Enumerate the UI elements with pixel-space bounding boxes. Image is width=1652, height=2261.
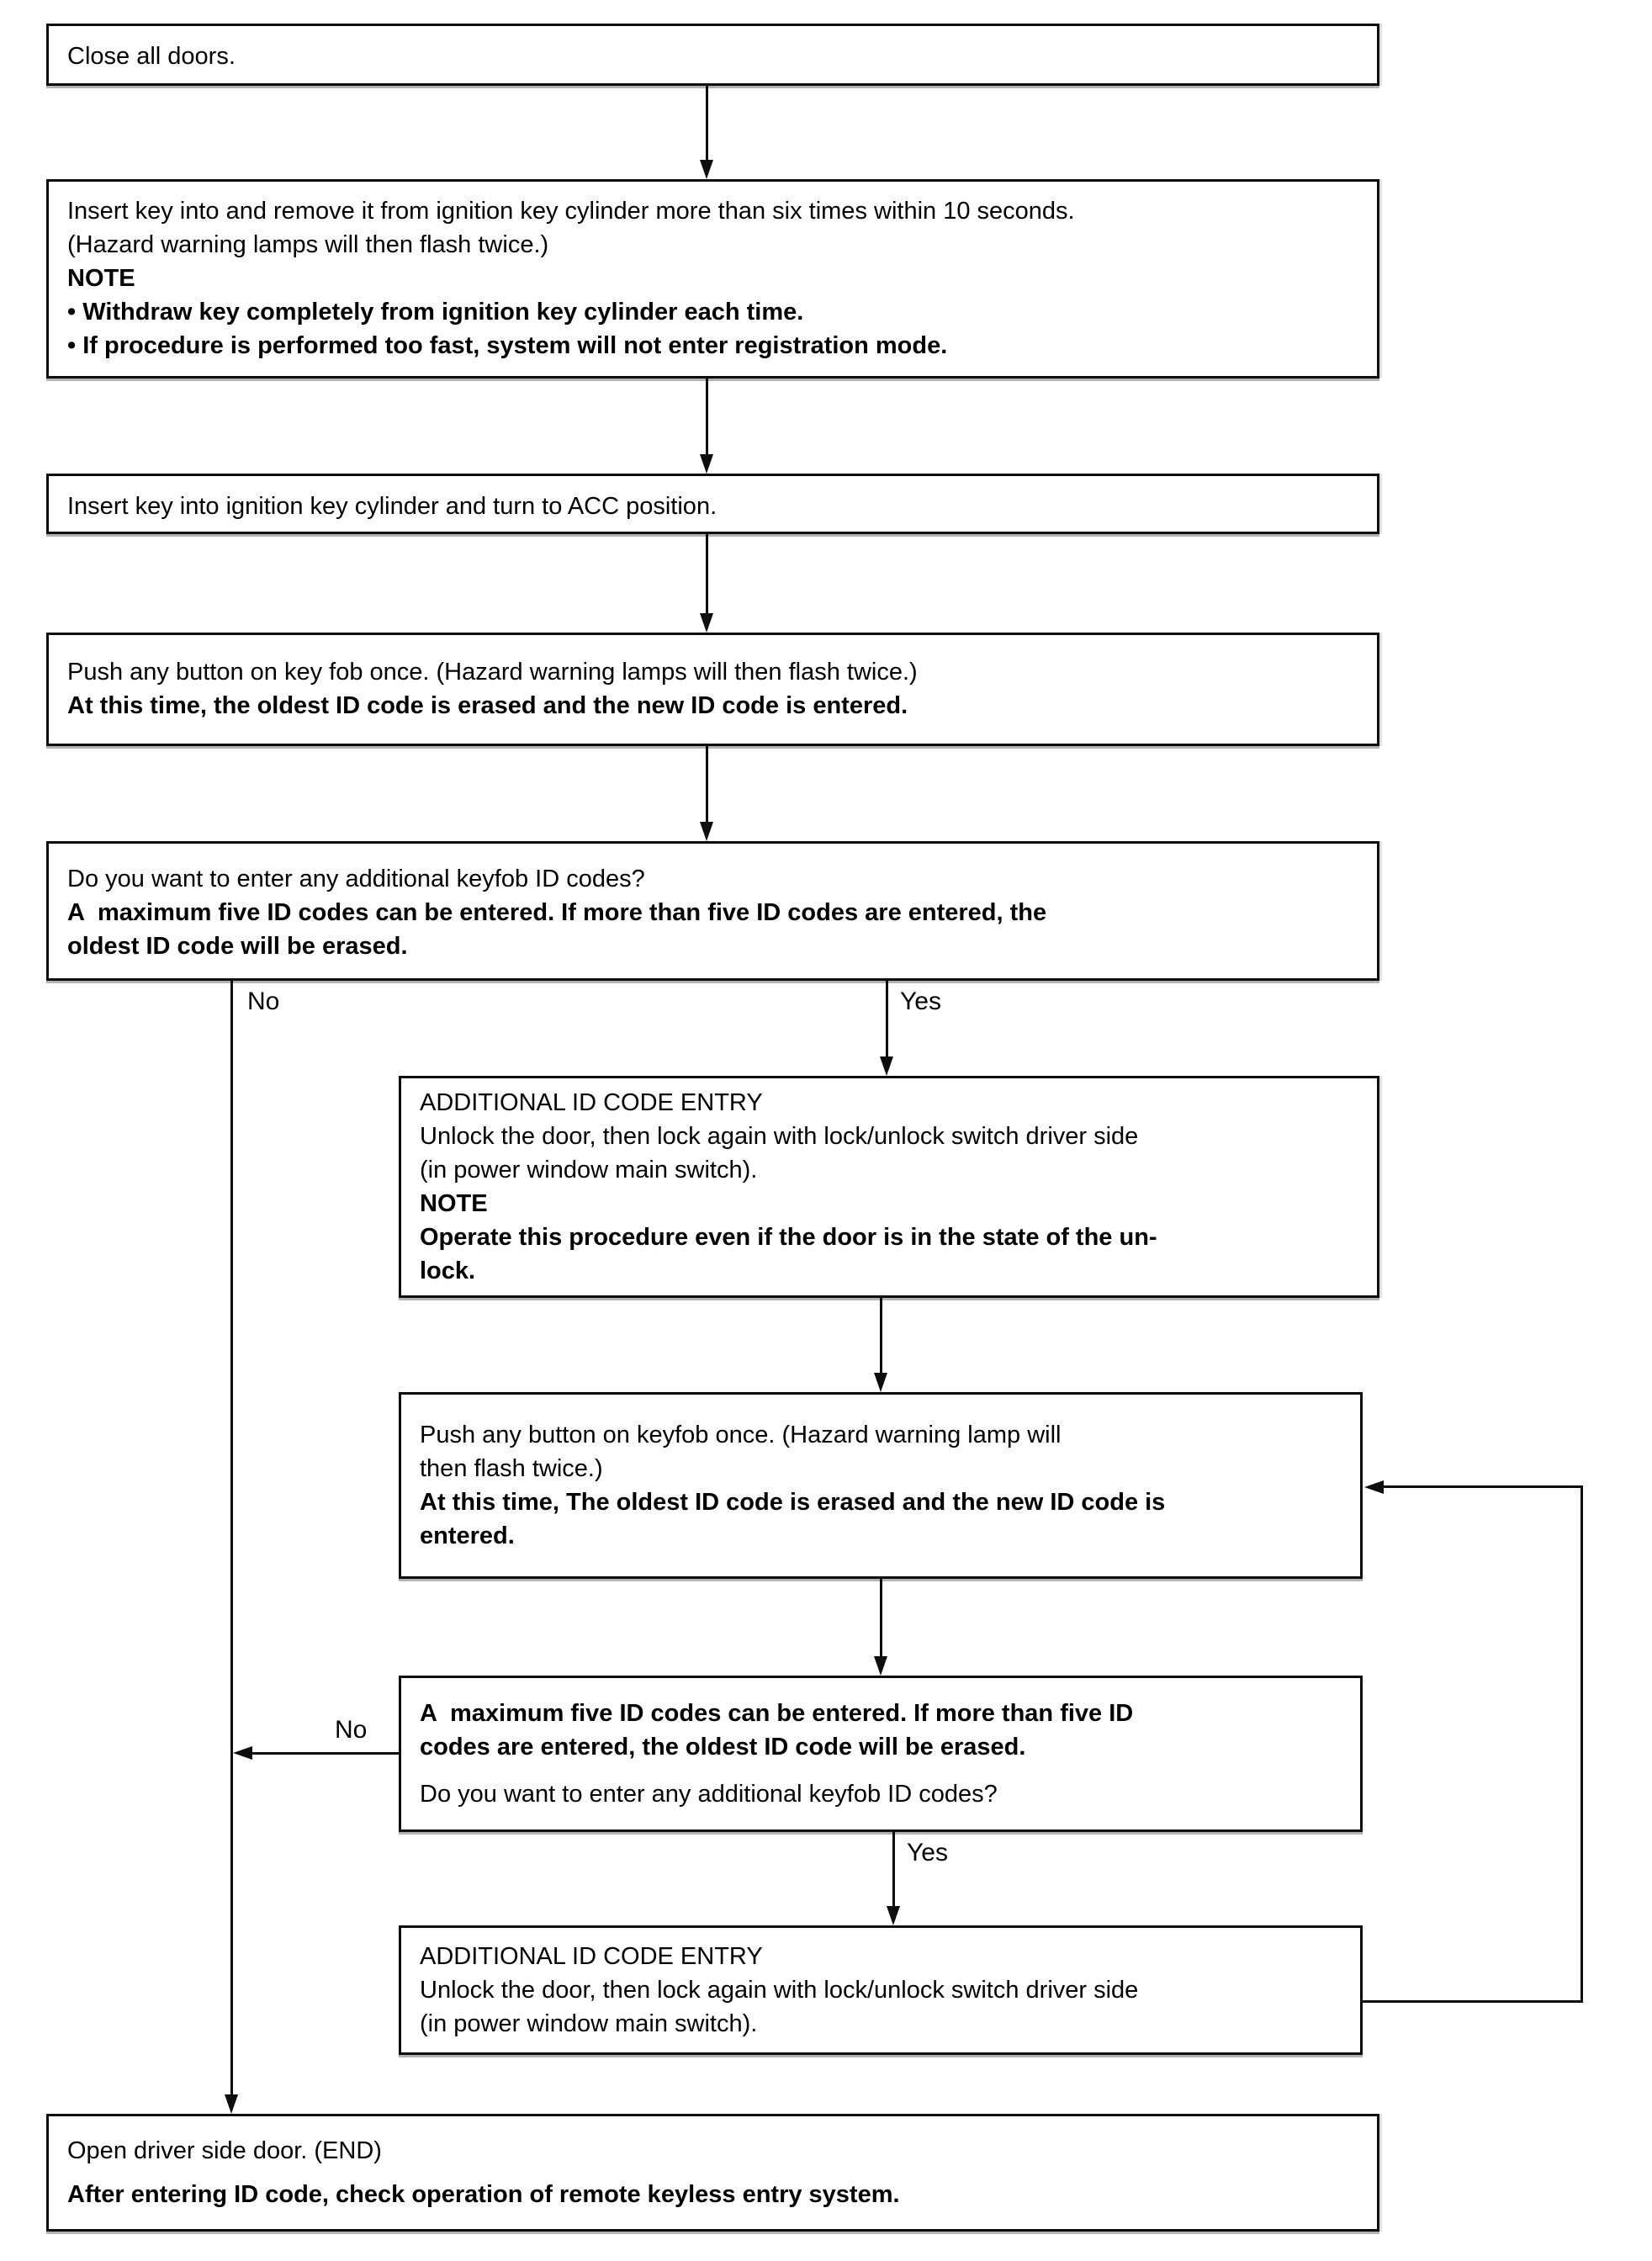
step-text: Do you want to enter any additional keyfob ID codes? [420, 1781, 998, 1808]
step-additional-codes-question [46, 841, 1379, 981]
arrowhead-down-maxcodes [874, 1656, 887, 1676]
step-text: codes are entered, the oldest ID code will be erased. [420, 1734, 1026, 1761]
arrowhead-down-step5 [700, 822, 713, 841]
note-text: lock. [420, 1258, 476, 1284]
arrowhead-down-step3 [700, 454, 713, 474]
step-text: Unlock the door, then lock again with lock/unlock switch driver side [420, 1977, 1139, 2004]
step-text: (in power window main switch). [420, 1157, 758, 1183]
note-bullet: • If procedure is performed too fast, system will not enter registration mode. [67, 332, 948, 359]
feedback-loop-top [1384, 1485, 1583, 1488]
arrowhead-down-step4 [700, 613, 713, 633]
step-open-door-end [46, 2114, 1379, 2232]
connector-step4-step5 [706, 746, 708, 822]
arrowhead-down-step2 [700, 160, 713, 179]
step-push-button-loop [399, 1392, 1363, 1579]
connector-step3-step4 [706, 534, 708, 613]
step-text: Close all doors. [67, 43, 236, 70]
feedback-loop-bottom [1363, 2000, 1583, 2003]
step-max-codes-question [399, 1676, 1363, 1832]
step-insert-remove-key [46, 179, 1379, 379]
step-text: Open driver side door. (END) [67, 2137, 382, 2164]
connector-step2-step3 [706, 379, 708, 454]
step-text: At this time, the oldest ID code is erased and the new ID code is entered. [67, 692, 908, 719]
connector-entry1-push [880, 1298, 882, 1373]
note-label: NOTE [420, 1190, 488, 1217]
connector-yes-branch [886, 981, 888, 1056]
step-text: then flash twice.) [420, 1455, 603, 1482]
connector-step1-step2 [706, 86, 708, 162]
step-close-all-doors [46, 24, 1379, 86]
step-text: (in power window main switch). [420, 2010, 758, 2037]
step-additional-id-entry-1 [399, 1076, 1379, 1298]
step-insert-key-acc [46, 474, 1379, 534]
step-text: A maximum five ID codes can be entered. If more than five ID [420, 1700, 1134, 1727]
connector-no-branch [230, 981, 233, 2094]
step-text: Do you want to enter any additional keyfob ID codes? [67, 866, 645, 892]
arrowhead-left-no-mid [233, 1746, 252, 1760]
step-text: Unlock the door, then lock again with lock/unlock switch driver side [420, 1123, 1139, 1150]
step-text: (Hazard warning lamps will then flash twice.) [67, 231, 549, 258]
arrowhead-down-end [225, 2094, 238, 2114]
step-text: Push any button on key fob once. (Hazard warning lamps will then flash twice.) [67, 659, 918, 686]
step-text: At this time, The oldest ID code is erased and the new ID code is [420, 1489, 1166, 1516]
arrowhead-down-entry2 [887, 1906, 900, 1925]
label-yes-mid: Yes [907, 1839, 948, 1867]
connector-yes-mid [892, 1832, 895, 1906]
step-additional-id-entry-2 [399, 1925, 1363, 2055]
step-push-button-keyfob [46, 633, 1379, 746]
connector-push-maxcodes [880, 1579, 882, 1656]
step-text: Insert key into and remove it from ignition key cylinder more than six times within 10 seconds. [67, 198, 1075, 225]
step-text: oldest ID code will be erased. [67, 933, 408, 960]
step-text: entered. [420, 1522, 515, 1549]
step-text: A maximum five ID codes can be entered. If more than five ID codes are entered, the [67, 899, 1047, 926]
label-yes-top: Yes [900, 988, 941, 1015]
step-title: ADDITIONAL ID CODE ENTRY [420, 1943, 763, 1970]
feedback-loop-vertical [1581, 1486, 1583, 2003]
arrowhead-down-push-loop [874, 1373, 887, 1392]
label-no-top: No [247, 988, 280, 1015]
arrowhead-left-feedback [1364, 1480, 1384, 1494]
note-text: Operate this procedure even if the door is in the state of the un- [420, 1224, 1157, 1251]
label-no-mid: No [335, 1716, 368, 1744]
step-title: ADDITIONAL ID CODE ENTRY [420, 1089, 763, 1116]
note-bullet: • Withdraw key completely from ignition key cylinder each time. [67, 299, 804, 326]
step-text: After entering ID code, check operation of remote keyless entry system. [67, 2181, 900, 2208]
connector-no-mid [252, 1752, 399, 1755]
step-text: Push any button on keyfob once. (Hazard warning lamp will [420, 1422, 1062, 1448]
arrowhead-down-entry1 [880, 1056, 893, 1076]
note-label: NOTE [67, 265, 135, 292]
step-text: Insert key into ignition key cylinder and turn to ACC position. [67, 493, 717, 520]
